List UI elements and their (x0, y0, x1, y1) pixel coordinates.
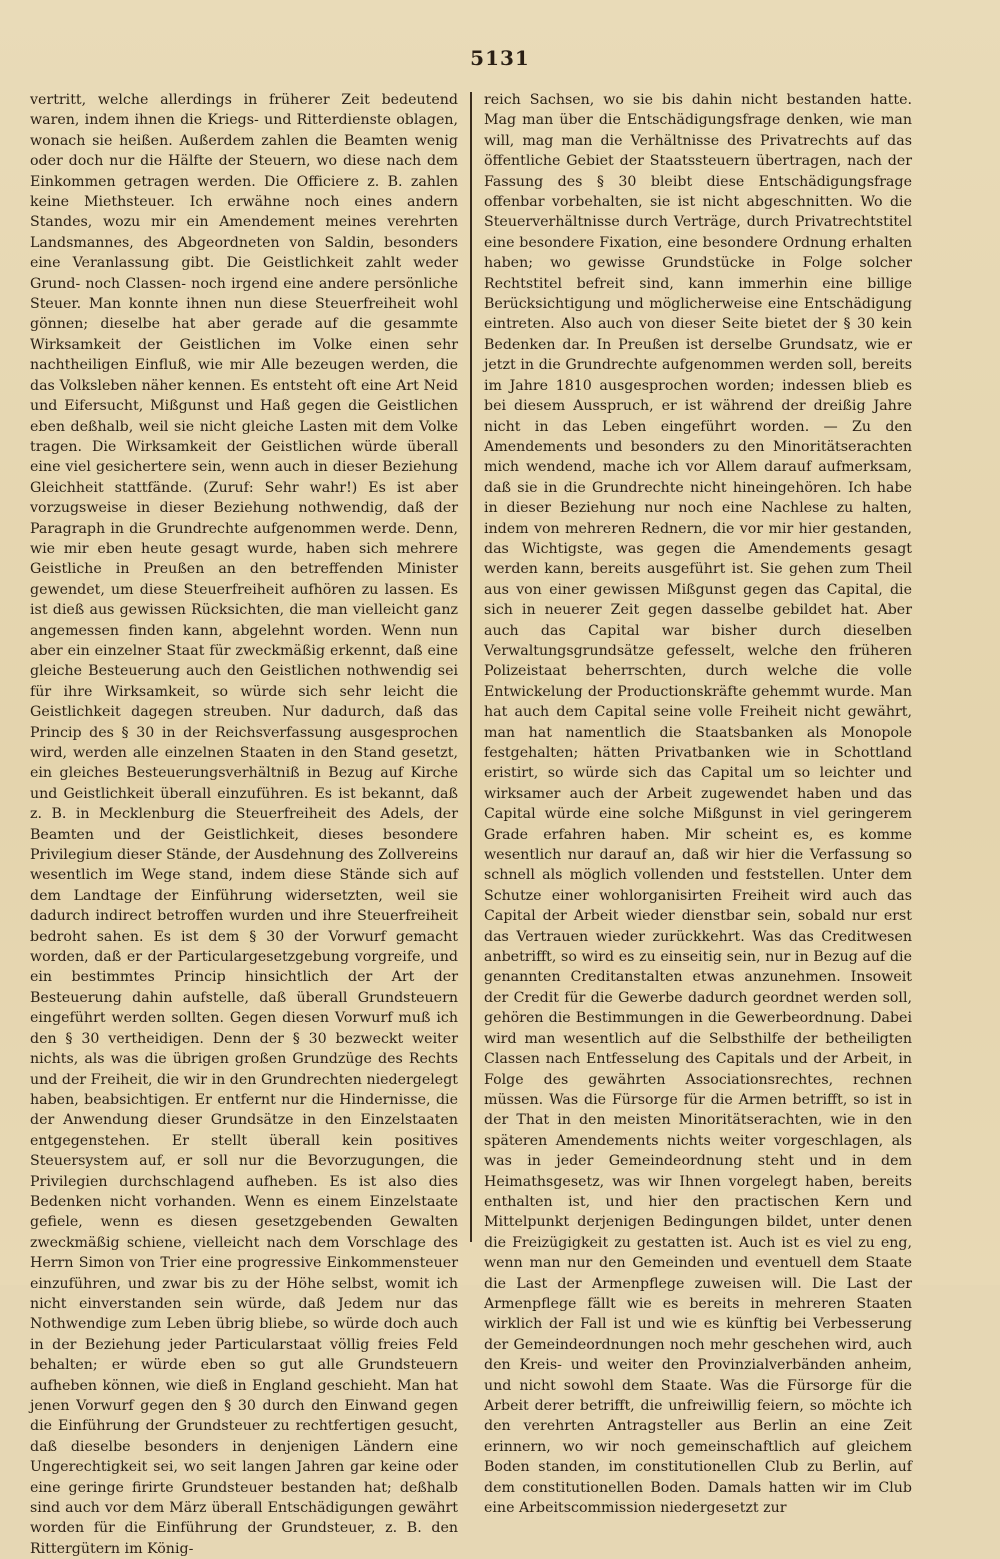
right-column-text: reich Sachsen, wo sie bis dahin nicht bestanden hatte. Mag man über die Entschädigungsfrage denken, wie man will, mag man die Verhältnisse des Privatrechts auf das öffentliche Gebiet der Staatssteuern übertragen, nach der Fassung des § 30 bleibt diese Entschädigungsfrage offenbar vorbehalten, sie ist nicht abgeschnitten. Wo die Steuerverhältnisse durch Verträge, durch Privatrechtstitel eine besondere Fixation, eine besondere Ordnung erhalten haben; wo gewisse Grundstücke in Folge solcher Rechtstitel befreit sind, kann immerhin eine billige Berücksichtigung und möglicherweise eine Entschädigung eintreten. Also auch von dieser Seite bietet der § 30 kein Bedenken dar. In Preußen ist derselbe Grundsatz, wie er jetzt in die Grundrechte aufgenommen werden soll, bereits im Jahre 1810 ausgesprochen worden; indessen blieb es bei diesem Ausspruch, er ist während der dreißig Jahre nicht in das Leben eingeführt worden. — Zu den Amendements und besonders zu den Minoritätserachten mich wendend, mache ich vor Allem darauf aufmerksam, daß sie in die Grundrechte nicht hineingehören. Ich habe in dieser Beziehung nur noch eine Nachlese zu halten, indem von mehreren Rednern, die vor mir hier gestanden, das Wichtigste, was gegen die Amendements gesagt werden kann, bereits ausgeführt ist. Sie gehen zum Theil aus von einer gewissen Mißgunst gegen das Capital, die sich in neuerer Zeit gegen dasselbe gebildet hat. Aber auch das Capital war bisher durch dieselben Verwaltungsgrundsätze gefesselt, welche den früheren Polizeistaat beherrschten, durch welche die volle Entwickelung der Productionskräfte gehemmt wurde. Man hat auch dem Capital seine volle Freiheit nicht gewährt, man hat namentlich die Staatsbanken als Monopole festgehalten; hätten Privatbanken wie in Schottland eristirt, so würde sich das Capital um so leichter und wirksamer auch der Arbeit zugewendet haben und das Capital würde eine solche Mißgunst in viel geringerem Grade erfahren haben. Mir scheint es, es komme wesentlich nur darauf an, daß wir hier die Verfassung so schnell als möglich vollenden und feststellen. Unter dem Schutze einer wohlorganisirten Freiheit wird auch das Capital der Arbeit wieder dienstbar sein, sobald nur erst das Vertrauen wieder zurückkehrt. Was das Creditwesen anbetrifft, so wird es zu einseitig sein, nur in Bezug auf die genannten Creditanstalten etwas anzunehmen. Insoweit der Credit für die Gewerbe dadurch geordnet werden soll, gehören die Bestimmungen in die Gewerbeordnung. Dabei wird man wesentlich auf die Selbsthilfe der betheiligten Classen nach Entfesselung des Capitals und der Arbeit, in Folge des gewährten Associationsrechtes, rechnen müssen. Was die Fürsorge für die Armen betrifft, so ist in der That in den meisten Minoritätserachten, wie in den späteren Amendements nichts weiter vorgeschlagen, als was in jeder Gemeindeordnung steht und in dem Heimathsgesetz, was wir Ihnen vorgelegt haben, bereits enthalten ist, und hier den practischen Kern und Mittelpunkt derjenigen Bedingungen bildet, unter denen die Freizügigkeit zu gestatten ist. Auch ist es viel zu eng, wenn man nur den Gemeinden und eventuell dem Staate die Last der Armenpflege zuweisen will. Die Last der Armenpflege fällt wie es bereits in mehreren Staaten wirklich der Fall ist und wie es künftig bei Verbesserung der Gemeindeordnungen noch mehr geschehen wird, auch den Kreis- und weiter den Provinzialverbänden anheim, und nicht sowohl dem Staate. Was die Fürsorge für die Arbeit derer betrifft, die unfreiwillig feiern, so möchte ich den verehrten Antragsteller aus Berlin an eine Zeit erinnern, wo wir noch gemeinschaftlich auf gleichem Boden standen, im constitutionellen Club zu Berlin, auf dem constitutionellen Boden. Damals hatten wir im Club eine Arbeitscommission niedergesetzt zur (484, 92, 912, 1517)
left-column (30, 90, 458, 1557)
column-divider (470, 92, 472, 1242)
right-column (484, 90, 912, 1517)
page-number: 5131 (470, 46, 530, 70)
left-column-text: vertritt, welche allerdings in früherer Zeit bedeutend waren, indem ihnen die Kriegs- und Ritterdienste oblagen, wonach sie heißen. Außerdem zahlen die Beamten wenig oder doch nur die Hälfte der Steuern, wo diese nach dem Einkommen getragen werden. Die Officiere z. B. zahlen keine Miethsteuer. Ich erwähne noch eines andern Standes, wozu mir ein Amendement meines verehrten Landsmannes, des Abgeordneten von Saldin, besonders eine Veranlassung gibt. Die Geistlichkeit zahlt weder Grund- noch Classen- noch irgend eine andere persönliche Steuer. Man konnte ihnen nun diese Steuerfreiheit wohl gönnen; dieselbe hat aber gerade auf die gesammte Wirksamkeit der Geistlichen im Volke einen sehr nachtheiligen Einfluß, wie mir Alle bezeugen werden, die das Volksleben näher kennen. Es entsteht oft eine Art Neid und Eifersucht, Mißgunst und Haß gegen die Geistlichen eben deßhalb, weil sie nicht gleiche Lasten mit dem Volke tragen. Die Wirksamkeit der Geistlichen würde überall eine viel gesichertere sein, wenn auch in dieser Beziehung Gleichheit stattfände. (Zuruf: Sehr wahr!) Es ist aber vorzugsweise in dieser Beziehung nothwendig, daß der Paragraph in die Grundrechte aufgenommen werde. Denn, wie mir eben heute gesagt wurde, haben sich mehrere Geistliche in Preußen an den betreffenden Minister gewendet, um diese Steuerfreiheit aufhören zu lassen. Es ist dieß aus gewissen Rücksichten, die man vielleicht ganz angemessen finden kann, abgelehnt worden. Wenn nun aber ein einzelner Staat für zweckmäßig erkennt, daß eine gleiche Besteuerung auch den Geistlichen nothwendig sei für ihre Wirksamkeit, so würde sich sehr leicht die Geistlichkeit dagegen streuben. Nur dadurch, daß das Princip des § 30 in der Reichsverfassung ausgesprochen wird, werden alle einzelnen Staaten in den Stand gesetzt, ein gleiches Besteuerungsverhältniß in Bezug auf Kirche und Geistlichkeit überall einzuführen. Es ist bekannt, daß z. B. in Mecklenburg die Steuerfreiheit des Adels, der Beamten und der Geistlichkeit, dieses besondere Privilegium dieser Stände, der Ausdehnung des Zollvereins wesentlich im Wege stand, indem diese Stände sich auf dem Landtage der Einführung widersetzten, weil sie dadurch indirect betroffen wurden und ihre Steuerfreiheit bedroht sahen. Es ist dem § 30 der Vorwurf gemacht worden, daß er der Particulargesetzgebung vorgreife, und ein bestimmtes Princip hinsichtlich der Art der Besteuerung dahin aufstelle, daß überall Grundsteuern eingeführt werden sollten. Gegen diesen Vorwurf muß ich den § 30 vertheidigen. Denn der § 30 bezweckt weiter nichts, als was die übrigen großen Grundzüge des Rechts und der Freiheit, die wir in den Grundrechten niedergelegt haben, beabsichtigen. Er entfernt nur die Hindernisse, die der Anwendung dieser Grundsätze in den Einzelstaaten entgegenstehen. Er stellt überall kein positives Steuersystem auf, er soll nur die Bevorzugungen, die Privilegien durchschlagend aufheben. Es ist also dies Bedenken nicht vorhanden. Wenn es einem Einzelstaate gefiele, wenn es diesen gesetzgebenden Gewalten zweckmäßig schiene, vielleicht nach dem Vorschlage des Herrn Simon von Trier eine progressive Einkommensteuer einzuführen, und zwar bis zu der Höhe selbst, womit ich nicht einverstanden sein würde, daß Jedem nur das Nothwendige zum Leben übrig bliebe, so würde doch auch in der Beziehung jeder Particularstaat völlig freies Feld behalten; er würde eben so gut alle Grundsteuern aufheben können, wie dieß in England geschieht. Man hat jenen Vorwurf gegen den § 30 durch den Einwand gegen die Einführung der Grundsteuer zu rechtfertigen gesucht, daß dieselbe besonders in denjenigen Ländern eine Ungerechtigkeit sei, wo seit langen Jahren gar keine oder eine geringe firirte Grundsteuer bestanden hat; deßhalb sind auch vor dem März überall Entschädigungen gewährt worden für die Einführung der Grundsteuer, z. B. den Rittergütern im König- (30, 92, 458, 1557)
